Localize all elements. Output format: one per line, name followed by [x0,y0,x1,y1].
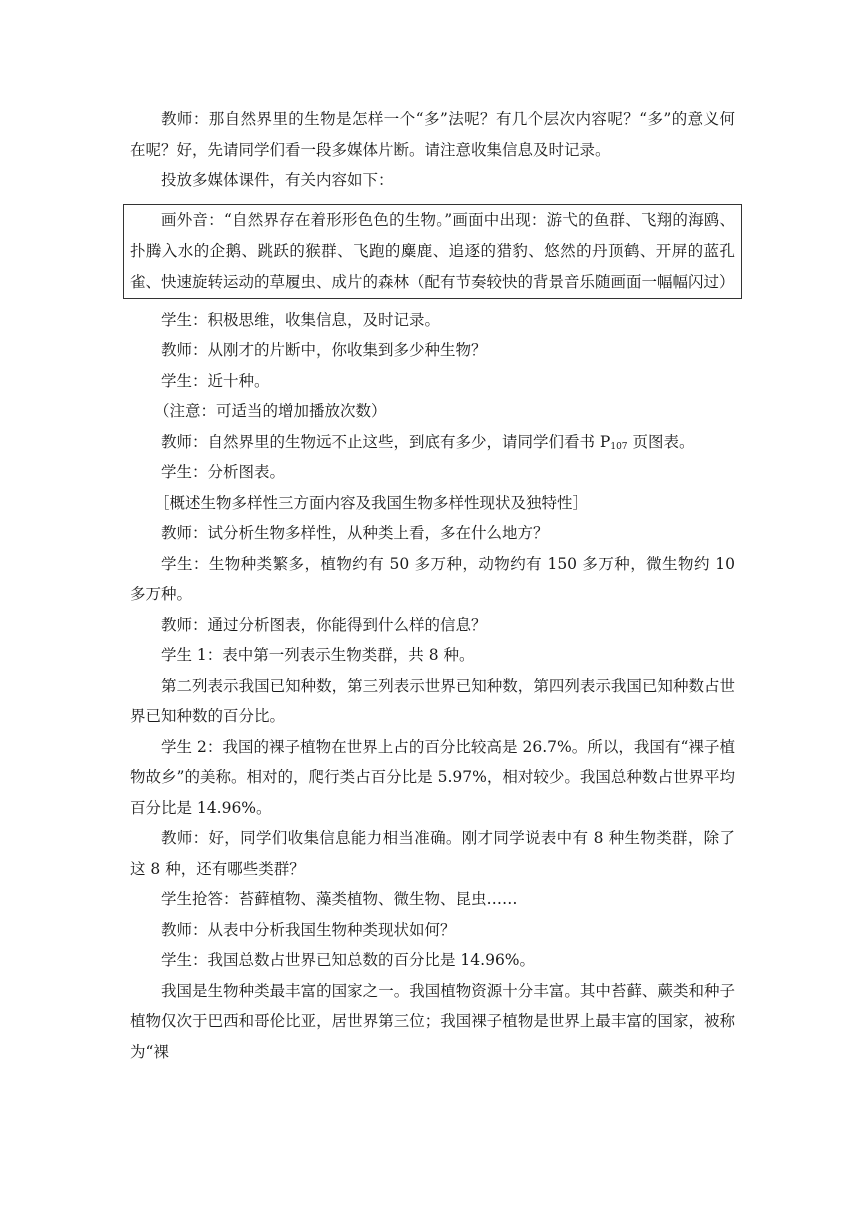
paragraph-student-4: 学生：生物种类繁多，植物约有 50 多万种，动物约有 150 多万种，微生物约 10 多万种。 [130,554,735,603]
paragraph-teacher-7: 教师：从表中分析我国生物种类现状如何？ [161,920,456,939]
paragraph-student-2: 学生：近十种。 [161,371,270,390]
multimedia-content-box [123,204,742,299]
paragraph-note: （注意：可适当的增加播放次数） [154,402,387,420]
page-number-subscript: 107 [610,441,628,452]
paragraph-student-1: 学生：积极思维，收集信息，及时记录。 [161,310,441,329]
paragraph-student-7: 学生抢答：苔藓植物、藻类植物、微生物、昆虫…… [161,890,518,908]
paragraph-china-diversity: 我国是生物种类最丰富的国家之一。我国植物资源十分丰富。其中苔藓、蕨类和种子植物仅次于巴西和哥伦比亚，居世界第三位；我国裸子植物是世界上最丰富的国家，被称为“裸 [130,981,735,1061]
teacher-3-text: 教师：自然界里的生物远不止这些，到底有多少，请同学们看书 P [161,432,611,451]
paragraph-teacher-5: 教师：通过分析图表，你能得到什么样的信息？ [161,615,487,634]
document-page [130,104,735,1067]
teacher-3-text-end: 页图表。 [627,432,695,451]
paragraph-teacher-6: 教师：好，同学们收集信息能力相当准确。刚才同学说表中有 8 种生物类群，除了这 8 种，还有哪些类群？ [130,829,735,878]
paragraph-section-heading: ［概述生物多样性三方面内容及我国生物多样性现状及独特性］ [154,493,589,512]
paragraph-teacher-3 [130,427,735,458]
paragraph-student-8: 学生：我国总数占世界已知总数的百分比是 14.96%。 [161,951,536,969]
paragraph-student-6: 学生 2：我国的裸子植物在世界上占的百分比较高是 26.7%。所以，我国有“裸子植物故乡”的美称。相对的，爬行类占百分比是 5.97%，相对较少。我国总种数占世界平均百分比是 14.96%。 [130,737,735,817]
paragraph-student-5: 学生 1：表中第一列表示生物类群，共 8 种。 [161,646,475,664]
paragraph-teacher-4: 教师：试分析生物多样性，从种类上看，多在什么地方？ [161,524,549,542]
paragraph-teacher-intro: 教师：那自然界里的生物是怎样一个“多”法呢？有几个层次内容呢？“多”的意义何在呢？好，先请同学们看一段多媒体片断。请注意收集信息及时记录。 [130,110,735,159]
paragraph-teacher-2: 教师：从刚才的片断中，你收集到多少种生物？ [161,341,487,359]
box-voiceover-text: 画外音：“自然界存在着形形色色的生物。”画面中出现：游弋的鱼群、飞翔的海鸥、扑腾入水的企鹅、跳跃的猴群、飞跑的麋鹿、追逐的猎豹、悠然的丹顶鹤、开屏的蓝孔雀、快速旋转运动的草履虫、成片的森林（配有节奏较快的背景音乐随画面一幅幅闪过） [130,210,735,291]
paragraph-student-3: 学生：分析图表。 [161,463,286,481]
paragraph-multimedia-note: 投放多媒体课件，有关内容如下： [161,171,394,189]
paragraph-table-columns: 第二列表示我国已知种数，第三列表示世界已知种数，第四列表示我国已知种数占世界已知种数的百分比。 [130,676,735,725]
